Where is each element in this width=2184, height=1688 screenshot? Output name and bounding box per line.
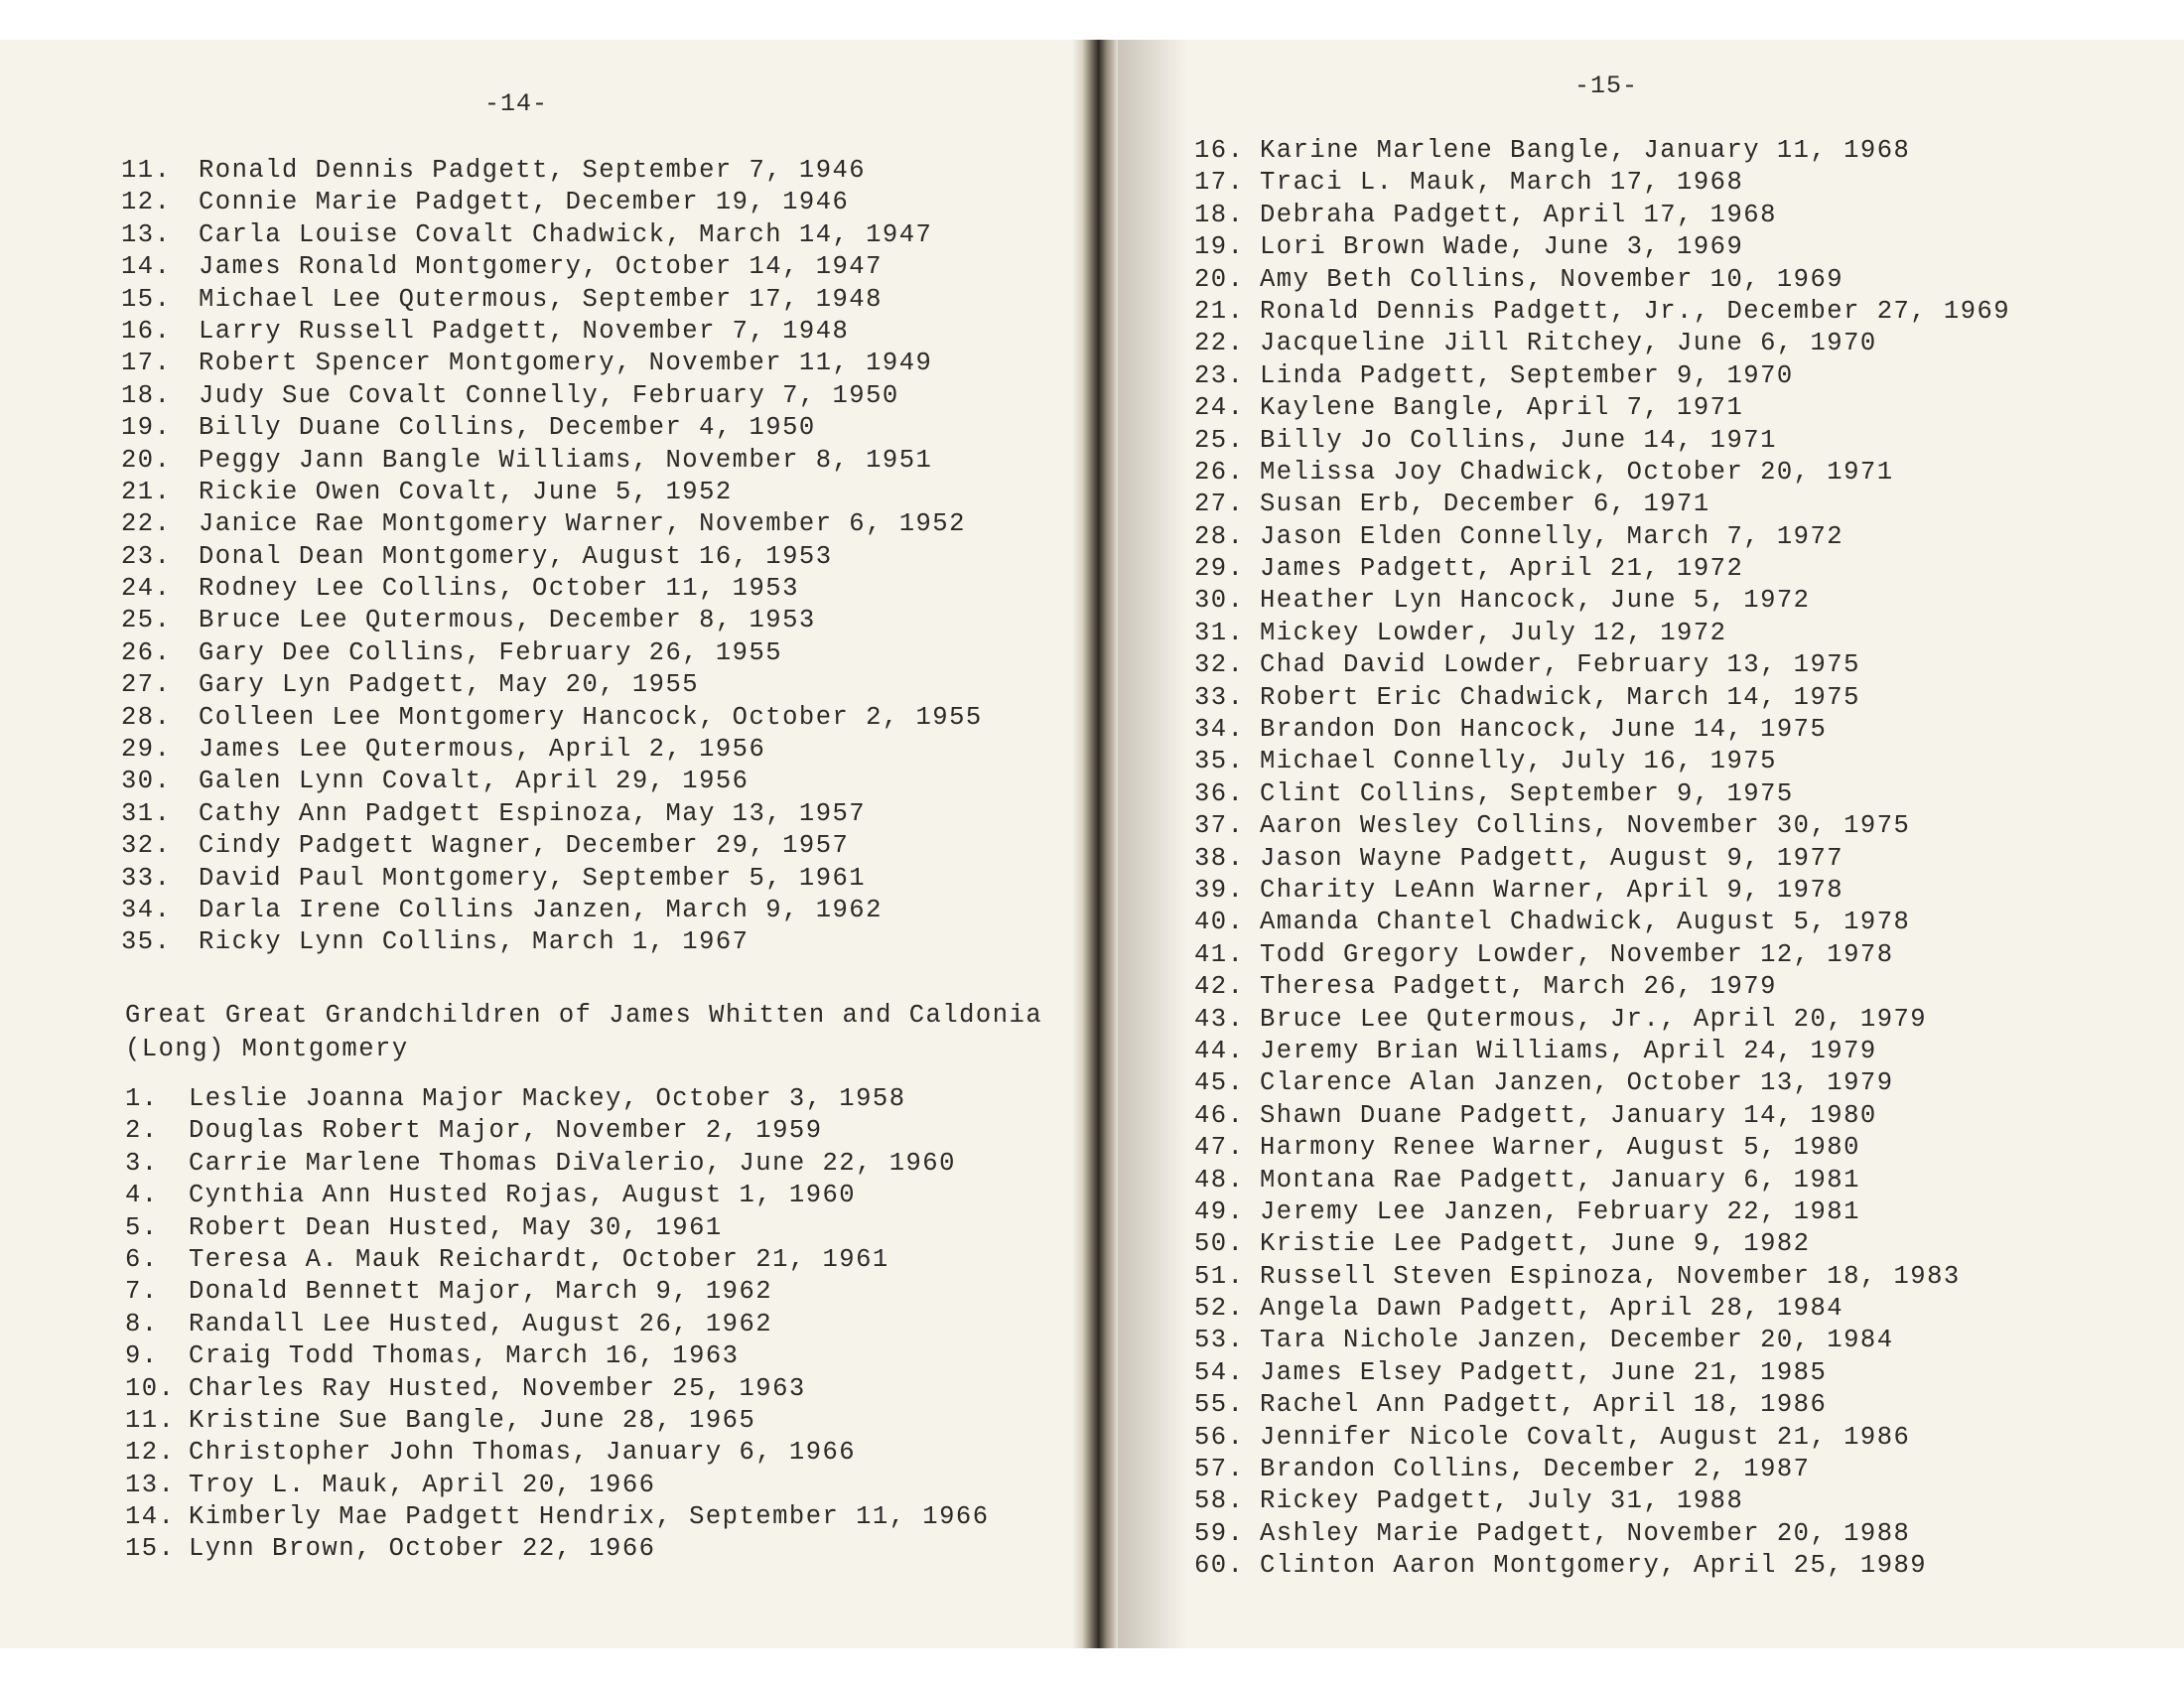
entry-text: Jason Wayne Padgett, August 9, 1977 bbox=[1260, 843, 1844, 873]
entry-number: 43. bbox=[1194, 1004, 1245, 1034]
left-page bbox=[0, 0, 1072, 1688]
entry-number: 32. bbox=[121, 831, 172, 861]
entry-text: Kaylene Bangle, April 7, 1971 bbox=[1260, 393, 1744, 423]
list-item bbox=[121, 316, 1054, 348]
entry-text: Charles Ray Husted, November 25, 1963 bbox=[189, 1373, 806, 1403]
grandchildren-list-continued bbox=[121, 155, 1054, 959]
entry-text: Brandon Don Hancock, June 14, 1975 bbox=[1260, 715, 1828, 745]
entry-number: 8. bbox=[125, 1309, 159, 1338]
list-item bbox=[1194, 1100, 2167, 1132]
entry-text: Shawn Duane Padgett, January 14, 1980 bbox=[1260, 1100, 1877, 1130]
list-item bbox=[125, 1148, 1058, 1180]
entry-number: 13. bbox=[125, 1470, 176, 1499]
list-item bbox=[1194, 1228, 2167, 1260]
list-item bbox=[121, 541, 1054, 573]
entry-text: Linda Padgett, September 9, 1970 bbox=[1260, 360, 1794, 390]
entry-number: 35. bbox=[121, 927, 172, 957]
list-item bbox=[1194, 1389, 2167, 1421]
list-item bbox=[125, 1180, 1058, 1211]
entry-text: Robert Dean Husted, May 30, 1961 bbox=[189, 1212, 723, 1242]
entry-number: 1. bbox=[125, 1084, 159, 1113]
entry-number: 32. bbox=[1194, 650, 1245, 680]
entry-text: Todd Gregory Lowder, November 12, 1978 bbox=[1260, 939, 1894, 969]
entry-text: Montana Rae Padgett, January 6, 1981 bbox=[1260, 1165, 1860, 1195]
entry-number: 28. bbox=[1194, 521, 1245, 551]
entry-text: James Lee Qutermous, April 2, 1956 bbox=[199, 735, 766, 765]
list-item bbox=[1194, 618, 2167, 649]
entry-text: Susan Erb, December 6, 1971 bbox=[1260, 490, 1710, 519]
list-item bbox=[1194, 1518, 2167, 1550]
list-item bbox=[1194, 778, 2167, 810]
list-item bbox=[1194, 1485, 2167, 1517]
entry-number: 26. bbox=[1194, 457, 1245, 487]
entry-text: Amanda Chantel Chadwick, August 5, 1978 bbox=[1260, 908, 1911, 937]
entry-number: 15. bbox=[121, 284, 172, 314]
entry-text: Larry Russell Padgett, November 7, 1948 bbox=[199, 316, 850, 346]
entry-number: 58. bbox=[1194, 1486, 1245, 1516]
list-item bbox=[125, 1309, 1058, 1340]
entry-text: Rodney Lee Collins, October 11, 1953 bbox=[199, 574, 799, 604]
entry-text: Colleen Lee Montgomery Hancock, October 2, 1955 bbox=[199, 702, 983, 732]
list-item bbox=[121, 926, 1054, 958]
entry-number: 23. bbox=[1194, 360, 1245, 390]
entry-text: Leslie Joanna Major Mackey, October 3, 1958 bbox=[189, 1084, 906, 1113]
list-item bbox=[1194, 1067, 2167, 1099]
entry-number: 36. bbox=[1194, 778, 1245, 808]
entry-number: 29. bbox=[1194, 554, 1245, 584]
entry-text: Russell Steven Espinoza, November 18, 1983 bbox=[1260, 1261, 1961, 1291]
list-item bbox=[125, 1437, 1058, 1469]
entry-number: 33. bbox=[1194, 682, 1245, 712]
entry-number: 33. bbox=[121, 863, 172, 893]
entry-text: Cathy Ann Padgett Espinoza, May 13, 1957 bbox=[199, 798, 867, 828]
section-heading-line-1: Great Great Grandchildren of James Whitten and Caldonia bbox=[125, 1001, 1043, 1030]
list-item bbox=[121, 669, 1054, 701]
entry-number: 31. bbox=[121, 798, 172, 828]
entry-number: 20. bbox=[1194, 264, 1245, 294]
entry-text: Angela Dawn Padgett, April 28, 1984 bbox=[1260, 1294, 1844, 1324]
entry-text: Carrie Marlene Thomas DiValerio, June 22, 1960 bbox=[189, 1148, 956, 1178]
entry-number: 51. bbox=[1194, 1261, 1245, 1291]
entry-text: Ronald Dennis Padgett, September 7, 1946 bbox=[199, 156, 867, 185]
list-item bbox=[125, 1470, 1058, 1501]
list-item bbox=[121, 477, 1054, 508]
entry-number: 17. bbox=[121, 349, 172, 378]
list-item bbox=[125, 1405, 1058, 1437]
list-item bbox=[1194, 649, 2167, 681]
entry-text: Mickey Lowder, July 12, 1972 bbox=[1260, 618, 1727, 647]
entry-number: 52. bbox=[1194, 1294, 1245, 1324]
list-item bbox=[1194, 1454, 2167, 1485]
list-item bbox=[121, 830, 1054, 862]
entry-text: Charity LeAnn Warner, April 9, 1978 bbox=[1260, 875, 1844, 905]
entry-number: 22. bbox=[1194, 329, 1245, 358]
entry-number: 31. bbox=[1194, 618, 1245, 647]
entry-text: Michael Lee Qutermous, September 17, 1948 bbox=[199, 284, 883, 314]
entry-text: Randall Lee Husted, August 26, 1962 bbox=[189, 1309, 773, 1338]
entry-number: 18. bbox=[121, 380, 172, 410]
list-item bbox=[121, 702, 1054, 734]
list-item bbox=[121, 798, 1054, 830]
entry-text: Harmony Renee Warner, August 5, 1980 bbox=[1260, 1133, 1860, 1163]
entry-text: Clinton Aaron Montgomery, April 25, 1989 bbox=[1260, 1551, 1928, 1581]
entry-text: Ashley Marie Padgett, November 20, 1988 bbox=[1260, 1518, 1911, 1548]
entry-number: 54. bbox=[1194, 1357, 1245, 1387]
entry-text: Kristie Lee Padgett, June 9, 1982 bbox=[1260, 1229, 1811, 1259]
entry-number: 16. bbox=[1194, 136, 1245, 165]
entry-number: 10. bbox=[125, 1373, 176, 1403]
entry-number: 17. bbox=[1194, 168, 1245, 198]
entry-number: 14. bbox=[125, 1502, 176, 1532]
entry-number: 48. bbox=[1194, 1165, 1245, 1195]
list-item bbox=[1194, 200, 2167, 231]
entry-number: 15. bbox=[125, 1534, 176, 1564]
entry-number: 30. bbox=[1194, 586, 1245, 616]
entry-number: 49. bbox=[1194, 1196, 1245, 1226]
entry-text: Karine Marlene Bangle, January 11, 1968 bbox=[1260, 136, 1911, 165]
entry-text: Peggy Jann Bangle Williams, November 8, 1951 bbox=[199, 445, 933, 475]
entry-text: Ricky Lynn Collins, March 1, 1967 bbox=[199, 927, 750, 957]
entry-text: Darla Irene Collins Janzen, March 9, 1962 bbox=[199, 895, 883, 924]
entry-number: 26. bbox=[121, 637, 172, 667]
list-item bbox=[1194, 1357, 2167, 1389]
entry-text: Cynthia Ann Husted Rojas, August 1, 1960 bbox=[189, 1181, 857, 1210]
entry-text: Craig Todd Thomas, March 16, 1963 bbox=[189, 1341, 740, 1371]
list-item bbox=[121, 734, 1054, 766]
entry-text: Jacqueline Jill Ritchey, June 6, 1970 bbox=[1260, 329, 1877, 358]
list-item bbox=[121, 508, 1054, 540]
entry-number: 23. bbox=[121, 541, 172, 571]
list-item bbox=[1194, 810, 2167, 842]
entry-text: Cindy Padgett Wagner, December 29, 1957 bbox=[199, 831, 850, 861]
list-item bbox=[125, 1501, 1058, 1533]
entry-number: 56. bbox=[1194, 1422, 1245, 1452]
list-item bbox=[1194, 843, 2167, 875]
entry-text: Jason Elden Connelly, March 7, 1972 bbox=[1260, 521, 1844, 551]
entry-number: 16. bbox=[121, 316, 172, 346]
entry-text: Billy Duane Collins, December 4, 1950 bbox=[199, 413, 816, 443]
list-item bbox=[1194, 971, 2167, 1003]
list-item bbox=[125, 1373, 1058, 1405]
list-item bbox=[121, 187, 1054, 218]
entry-number: 47. bbox=[1194, 1133, 1245, 1163]
entry-text: Gary Dee Collins, February 26, 1955 bbox=[199, 637, 783, 667]
list-item bbox=[1194, 1132, 2167, 1164]
entry-text: Rickey Padgett, July 31, 1988 bbox=[1260, 1486, 1744, 1516]
entry-number: 37. bbox=[1194, 811, 1245, 841]
entry-text: Janice Rae Montgomery Warner, November 6, 1952 bbox=[199, 509, 966, 539]
entry-text: Billy Jo Collins, June 14, 1971 bbox=[1260, 425, 1777, 455]
list-item bbox=[1194, 746, 2167, 777]
entry-number: 41. bbox=[1194, 939, 1245, 969]
entry-number: 55. bbox=[1194, 1390, 1245, 1420]
entry-number: 20. bbox=[121, 445, 172, 475]
entry-number: 45. bbox=[1194, 1068, 1245, 1098]
list-item bbox=[1194, 231, 2167, 263]
entry-text: Jeremy Brian Williams, April 24, 1979 bbox=[1260, 1036, 1877, 1065]
list-item bbox=[1194, 167, 2167, 199]
entry-number: 9. bbox=[125, 1341, 159, 1371]
list-item bbox=[1194, 682, 2167, 714]
entry-text: Traci L. Mauk, March 17, 1968 bbox=[1260, 168, 1744, 198]
list-item bbox=[125, 1244, 1058, 1276]
list-item bbox=[1194, 1196, 2167, 1228]
list-item bbox=[1194, 1325, 2167, 1356]
list-item bbox=[1194, 328, 2167, 359]
right-page-number: -15- bbox=[1574, 71, 1639, 100]
list-item bbox=[121, 605, 1054, 636]
entry-text: Rickie Owen Covalt, June 5, 1952 bbox=[199, 477, 733, 506]
list-item bbox=[1194, 1165, 2167, 1196]
entry-text: Robert Eric Chadwick, March 14, 1975 bbox=[1260, 682, 1860, 712]
list-item bbox=[1194, 1261, 2167, 1293]
entry-text: James Ronald Montgomery, October 14, 1947 bbox=[199, 252, 883, 282]
entry-number: 53. bbox=[1194, 1326, 1245, 1355]
entry-number: 13. bbox=[121, 219, 172, 249]
entry-number: 29. bbox=[121, 735, 172, 765]
entry-text: Theresa Padgett, March 26, 1979 bbox=[1260, 972, 1777, 1002]
entry-number: 25. bbox=[1194, 425, 1245, 455]
entry-text: Brandon Collins, December 2, 1987 bbox=[1260, 1455, 1811, 1484]
entry-text: Troy L. Mauk, April 20, 1966 bbox=[189, 1470, 656, 1499]
list-item bbox=[1194, 392, 2167, 424]
entry-text: Chad David Lowder, February 13, 1975 bbox=[1260, 650, 1860, 680]
list-item bbox=[1194, 585, 2167, 617]
entry-number: 57. bbox=[1194, 1455, 1245, 1484]
entry-text: Aaron Wesley Collins, November 30, 1975 bbox=[1260, 811, 1911, 841]
section-heading-line-2: (Long) Montgomery bbox=[125, 1035, 409, 1063]
entry-number: 7. bbox=[125, 1277, 159, 1307]
entry-number: 34. bbox=[1194, 715, 1245, 745]
list-item bbox=[125, 1212, 1058, 1244]
entry-text: Tara Nichole Janzen, December 20, 1984 bbox=[1260, 1326, 1894, 1355]
list-item bbox=[1194, 521, 2167, 553]
list-item bbox=[1194, 1036, 2167, 1067]
list-item bbox=[125, 1533, 1058, 1565]
list-item bbox=[121, 766, 1054, 797]
list-item bbox=[1194, 1422, 2167, 1454]
entry-text: Bruce Lee Qutermous, December 8, 1953 bbox=[199, 606, 816, 635]
entry-text: James Elsey Padgett, June 21, 1985 bbox=[1260, 1357, 1828, 1387]
list-item bbox=[1194, 907, 2167, 938]
list-item bbox=[121, 251, 1054, 283]
list-item bbox=[1194, 360, 2167, 392]
entry-text: Lynn Brown, October 22, 1966 bbox=[189, 1534, 656, 1564]
entry-text: Carla Louise Covalt Chadwick, March 14, 1947 bbox=[199, 219, 933, 249]
list-item bbox=[121, 284, 1054, 316]
entry-number: 18. bbox=[1194, 200, 1245, 229]
entry-number: 5. bbox=[125, 1212, 159, 1242]
entry-number: 14. bbox=[121, 252, 172, 282]
entry-text: Rachel Ann Padgett, April 18, 1986 bbox=[1260, 1390, 1828, 1420]
entry-number: 11. bbox=[125, 1405, 176, 1435]
list-item bbox=[125, 1276, 1058, 1308]
entry-number: 3. bbox=[125, 1148, 159, 1178]
entry-number: 11. bbox=[121, 156, 172, 185]
list-item bbox=[121, 412, 1054, 444]
entry-number: 19. bbox=[1194, 232, 1245, 262]
entry-number: 46. bbox=[1194, 1100, 1245, 1130]
entry-number: 27. bbox=[1194, 490, 1245, 519]
list-item bbox=[121, 895, 1054, 926]
list-item bbox=[1194, 489, 2167, 520]
entry-text: Douglas Robert Major, November 2, 1959 bbox=[189, 1116, 823, 1146]
entry-number: 35. bbox=[1194, 747, 1245, 776]
entry-text: David Paul Montgomery, September 5, 1961 bbox=[199, 863, 867, 893]
entry-text: Kimberly Mae Padgett Hendrix, September 11, 1966 bbox=[189, 1502, 990, 1532]
entry-number: 40. bbox=[1194, 908, 1245, 937]
list-item bbox=[1194, 714, 2167, 746]
book-gutter bbox=[1072, 40, 1118, 1648]
entry-text: Debraha Padgett, April 17, 1968 bbox=[1260, 200, 1777, 229]
entry-text: James Padgett, April 21, 1972 bbox=[1260, 554, 1744, 584]
entry-text: Robert Spencer Montgomery, November 11, 1949 bbox=[199, 349, 933, 378]
entry-text: Michael Connelly, July 16, 1975 bbox=[1260, 747, 1777, 776]
entry-text: Donald Bennett Major, March 9, 1962 bbox=[189, 1277, 773, 1307]
entry-number: 4. bbox=[125, 1181, 159, 1210]
list-item bbox=[121, 155, 1054, 187]
entry-number: 2. bbox=[125, 1116, 159, 1146]
list-item bbox=[1194, 875, 2167, 907]
entry-number: 6. bbox=[125, 1244, 159, 1274]
entry-number: 12. bbox=[125, 1438, 176, 1468]
list-item bbox=[121, 573, 1054, 605]
entry-number: 12. bbox=[121, 188, 172, 217]
entry-number: 30. bbox=[121, 767, 172, 796]
entry-number: 24. bbox=[1194, 393, 1245, 423]
entry-number: 59. bbox=[1194, 1518, 1245, 1548]
list-item bbox=[121, 863, 1054, 895]
entry-text: Galen Lynn Covalt, April 29, 1956 bbox=[199, 767, 750, 796]
entry-text: Melissa Joy Chadwick, October 20, 1971 bbox=[1260, 457, 1894, 487]
list-item bbox=[121, 445, 1054, 477]
list-item bbox=[1194, 939, 2167, 971]
entry-text: Clint Collins, September 9, 1975 bbox=[1260, 778, 1794, 808]
list-item bbox=[1194, 1550, 2167, 1582]
entry-text: Jeremy Lee Janzen, February 22, 1981 bbox=[1260, 1196, 1860, 1226]
list-item bbox=[1194, 135, 2167, 167]
left-page-number: -14- bbox=[484, 89, 549, 118]
entry-text: Connie Marie Padgett, December 19, 1946 bbox=[199, 188, 850, 217]
entry-number: 60. bbox=[1194, 1551, 1245, 1581]
entry-number: 44. bbox=[1194, 1036, 1245, 1065]
entry-text: Christopher John Thomas, January 6, 1966 bbox=[189, 1438, 857, 1468]
list-item bbox=[125, 1083, 1058, 1115]
entry-number: 34. bbox=[121, 895, 172, 924]
entry-number: 22. bbox=[121, 509, 172, 539]
entry-text: Bruce Lee Qutermous, Jr., April 20, 1979 bbox=[1260, 1004, 1928, 1034]
list-item bbox=[1194, 1293, 2167, 1325]
great-great-grandchildren-list-continued bbox=[1194, 135, 2167, 1583]
list-item bbox=[1194, 264, 2167, 296]
entry-text: Amy Beth Collins, November 10, 1969 bbox=[1260, 264, 1844, 294]
entry-text: Clarence Alan Janzen, October 13, 1979 bbox=[1260, 1068, 1894, 1098]
right-page bbox=[1118, 0, 2184, 1688]
entry-text: Heather Lyn Hancock, June 5, 1972 bbox=[1260, 586, 1811, 616]
entry-text: Lori Brown Wade, June 3, 1969 bbox=[1260, 232, 1744, 262]
list-item bbox=[1194, 1004, 2167, 1036]
great-great-grandchildren-list bbox=[125, 1083, 1058, 1566]
list-item bbox=[121, 219, 1054, 251]
list-item bbox=[1194, 553, 2167, 585]
entry-number: 39. bbox=[1194, 875, 1245, 905]
list-item bbox=[1194, 457, 2167, 489]
list-item bbox=[125, 1340, 1058, 1372]
list-item bbox=[125, 1115, 1058, 1147]
entry-text: Kristine Sue Bangle, June 28, 1965 bbox=[189, 1405, 756, 1435]
entry-number: 25. bbox=[121, 606, 172, 635]
entry-text: Jennifer Nicole Covalt, August 21, 1986 bbox=[1260, 1422, 1911, 1452]
entry-number: 27. bbox=[121, 670, 172, 700]
entry-number: 24. bbox=[121, 574, 172, 604]
entry-number: 50. bbox=[1194, 1229, 1245, 1259]
list-item bbox=[121, 637, 1054, 669]
entry-number: 19. bbox=[121, 413, 172, 443]
entry-number: 38. bbox=[1194, 843, 1245, 873]
section-heading bbox=[125, 999, 1042, 1066]
entry-text: Judy Sue Covalt Connelly, February 7, 1950 bbox=[199, 380, 899, 410]
entry-number: 21. bbox=[1194, 296, 1245, 326]
entry-number: 21. bbox=[121, 477, 172, 506]
list-item bbox=[121, 348, 1054, 379]
entry-number: 42. bbox=[1194, 972, 1245, 1002]
entry-text: Gary Lyn Padgett, May 20, 1955 bbox=[199, 670, 700, 700]
list-item bbox=[1194, 296, 2167, 328]
list-item bbox=[121, 380, 1054, 412]
entry-text: Donal Dean Montgomery, August 16, 1953 bbox=[199, 541, 833, 571]
entry-text: Ronald Dennis Padgett, Jr., December 27, 1969 bbox=[1260, 296, 2011, 326]
entry-number: 28. bbox=[121, 702, 172, 732]
list-item bbox=[1194, 425, 2167, 457]
entry-text: Teresa A. Mauk Reichardt, October 21, 1961 bbox=[189, 1244, 889, 1274]
